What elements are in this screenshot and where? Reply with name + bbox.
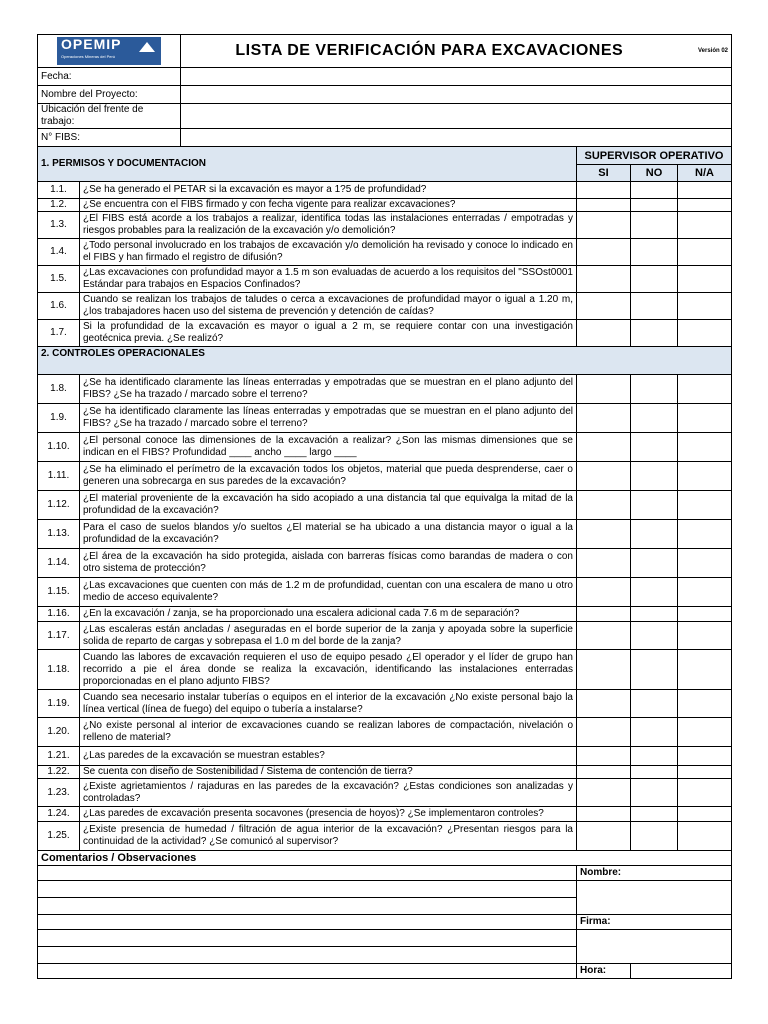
item-question: ¿El material proveniente de la excavación ha sido acopiado a una distancia tal que equivalga la mitad de la profundidad de la excavación? <box>80 491 577 520</box>
checkbox-na[interactable] <box>678 520 732 549</box>
info-label: Nombre del Proyecto: <box>38 86 181 104</box>
logo-cell <box>38 35 181 68</box>
item-number: 1.8. <box>38 375 80 404</box>
checkbox-no[interactable] <box>631 520 678 549</box>
checklist-item-row <box>38 607 732 622</box>
checklist-item-row <box>38 578 732 607</box>
section-header-row <box>38 147 732 165</box>
checkbox-no[interactable] <box>631 779 678 807</box>
checkbox-na[interactable] <box>678 747 732 766</box>
info-value-field[interactable] <box>181 86 732 104</box>
checkbox-si[interactable] <box>577 320 631 347</box>
comment-line-field[interactable] <box>38 881 577 898</box>
item-question: ¿Se ha identificado claramente las líneas enterradas y empotradas que se muestran en el plano adjunto del FIBS? ¿Se ha trazado / marcado sobre el terreno? <box>80 404 577 433</box>
item-number: 1.17. <box>38 622 80 650</box>
document-title: LISTA DE VERIFICACIÓN PARA EXCAVACIONES <box>181 35 678 68</box>
checklist-item-row <box>38 404 732 433</box>
info-row <box>38 129 732 147</box>
info-row <box>38 104 732 129</box>
checkbox-si[interactable] <box>577 266 631 293</box>
item-number: 1.20. <box>38 718 80 747</box>
item-question: ¿Las excavaciones que cuenten con más de 1.2 m de profundidad, cuentan con una escalera de mano u otro medio de acceso equivalente? <box>80 578 577 607</box>
nombre-label: Nombre: <box>577 866 732 881</box>
signature-field[interactable] <box>577 947 732 964</box>
item-number: 1.7. <box>38 320 80 347</box>
comment-line-field[interactable] <box>38 964 577 979</box>
checklist-item-row <box>38 766 732 779</box>
checkbox-no[interactable] <box>631 266 678 293</box>
item-number: 1.9. <box>38 404 80 433</box>
item-number: 1.14. <box>38 549 80 578</box>
checkbox-si[interactable] <box>577 182 631 199</box>
comments-label: Comentarios / Observaciones <box>38 851 732 866</box>
item-number: 1.22. <box>38 766 80 779</box>
item-number: 1.6. <box>38 293 80 320</box>
checkbox-no[interactable] <box>631 320 678 347</box>
item-question: ¿No existe personal al interior de excavaciones cuando se realizan labores de compactación, nivelación o relleno de material? <box>80 718 577 747</box>
comment-line-field[interactable] <box>38 930 577 947</box>
checkbox-na[interactable] <box>678 822 732 851</box>
section-header-row <box>38 347 732 375</box>
item-number: 1.13. <box>38 520 80 549</box>
checkbox-si[interactable] <box>577 433 631 462</box>
checkbox-si[interactable] <box>577 766 631 779</box>
checklist-item-row <box>38 239 732 266</box>
checkbox-na[interactable] <box>678 650 732 690</box>
company-logo <box>57 37 161 65</box>
item-number: 1.15. <box>38 578 80 607</box>
checklist-item-row <box>38 718 732 747</box>
checklist-table <box>37 34 732 979</box>
checklist-item-row <box>38 433 732 462</box>
checkbox-no[interactable] <box>631 433 678 462</box>
item-question: ¿Se encuentra con el FIBS firmado y con fecha vigente para realizar excavaciones? <box>80 199 577 212</box>
checkbox-no[interactable] <box>631 807 678 822</box>
checkbox-na[interactable] <box>678 375 732 404</box>
checkbox-na[interactable] <box>678 212 732 239</box>
item-question: ¿Las paredes de la excavación se muestran estables? <box>80 747 577 766</box>
checkbox-no[interactable] <box>631 747 678 766</box>
checkbox-si[interactable] <box>577 375 631 404</box>
item-question: Cuando sea necesario instalar tuberías o equipos en el interior de la excavación ¿No existe personal bajo la línea vertical (línea de fuego) del equipo o tubería a instalarse? <box>80 690 577 718</box>
item-number: 1.5. <box>38 266 80 293</box>
checkbox-si[interactable] <box>577 807 631 822</box>
section-title: 1. PERMISOS Y DOCUMENTACION <box>38 147 577 182</box>
checkbox-si[interactable] <box>577 650 631 690</box>
checkbox-si[interactable] <box>577 690 631 718</box>
section-title: 2. CONTROLES OPERACIONALES <box>38 347 732 375</box>
checkbox-si[interactable] <box>577 822 631 851</box>
checklist-item-row <box>38 520 732 549</box>
checkbox-no[interactable] <box>631 766 678 779</box>
hora-field[interactable] <box>631 964 732 979</box>
checkbox-na[interactable] <box>678 462 732 491</box>
checklist-item-row <box>38 293 732 320</box>
item-number: 1.2. <box>38 199 80 212</box>
checkbox-na[interactable] <box>678 607 732 622</box>
item-question: ¿Existe agrietamientos / rajaduras en las paredes de la excavación? ¿Estas condiciones son analizadas y controladas? <box>80 779 577 807</box>
logo-tagline: Operaciones Mineras del Perú <box>61 54 116 59</box>
item-question: ¿El área de la excavación ha sido protegida, aislada con barreras físicas como barandas de madera o con otro sistema de protección? <box>80 549 577 578</box>
checkbox-no[interactable] <box>631 182 678 199</box>
checkbox-no[interactable] <box>631 491 678 520</box>
item-question: ¿Las escaleras están ancladas / aseguradas en el borde superior de la zanja y apoyada sobre la superficie solida de reparto de cargas y sobrepasa el 1.0 m del borde de la zanja? <box>80 622 577 650</box>
checkbox-no[interactable] <box>631 578 678 607</box>
comment-line-row <box>38 866 732 881</box>
info-label: N° FIBS: <box>38 129 181 147</box>
checkbox-na[interactable] <box>678 293 732 320</box>
logo-name: OPEMIP <box>61 36 122 52</box>
comment-line-field[interactable] <box>38 947 577 964</box>
checklist-item-row <box>38 747 732 766</box>
checklist-item-row <box>38 320 732 347</box>
item-number: 1.18. <box>38 650 80 690</box>
comments-header-row <box>38 851 732 866</box>
checkbox-no[interactable] <box>631 822 678 851</box>
item-question: ¿Las paredes de excavación presenta socavones (presencia de hoyos)? ¿Se implementaron controles? <box>80 807 577 822</box>
item-question: ¿Se ha eliminado el perímetro de la excavación todos los objetos, material que pueda desprenderse, caer o generen una sobrecarga en sus paredes de la excavación? <box>80 462 577 491</box>
item-number: 1.10. <box>38 433 80 462</box>
checkbox-si[interactable] <box>577 212 631 239</box>
signature-field[interactable] <box>577 898 732 915</box>
item-number: 1.25. <box>38 822 80 851</box>
comment-line-row <box>38 881 732 898</box>
item-number: 1.23. <box>38 779 80 807</box>
info-label: Ubicación del frente de trabajo: <box>38 104 181 129</box>
comment-line-field[interactable] <box>38 866 577 881</box>
checklist-item-row <box>38 266 732 293</box>
item-number: 1.19. <box>38 690 80 718</box>
checkbox-no[interactable] <box>631 607 678 622</box>
checkbox-no[interactable] <box>631 404 678 433</box>
checkbox-si[interactable] <box>577 491 631 520</box>
checkbox-si[interactable] <box>577 462 631 491</box>
signature-field[interactable] <box>577 930 732 947</box>
checkbox-si[interactable] <box>577 779 631 807</box>
checkbox-na[interactable] <box>678 182 732 199</box>
item-question: ¿En la excavación / zanja, se ha proporcionado una escalera adicional cada 7.6 m de separación? <box>80 607 577 622</box>
document-version: Versión 02 <box>678 35 732 68</box>
checkbox-na[interactable] <box>678 779 732 807</box>
item-number: 1.1. <box>38 182 80 199</box>
checklist-item-row <box>38 822 732 851</box>
hora-label: Hora: <box>577 964 631 979</box>
checklist-item-row <box>38 549 732 578</box>
checkbox-na[interactable] <box>678 690 732 718</box>
checklist-item-row <box>38 690 732 718</box>
item-number: 1.11. <box>38 462 80 491</box>
column-na: N/A <box>678 165 732 182</box>
item-question: Cuando se realizan los trabajos de taludes o cerca a excavaciones de profundidad mayor o igual a 1.20 m, ¿los trabajadores hacen uso del sistema de prevención y detención de caídas? <box>80 293 577 320</box>
checkbox-no[interactable] <box>631 239 678 266</box>
item-question: Cuando las labores de excavación requieren el uso de equipo pesado ¿El operador y el líder de grupo han recorrido a pie el área donde se realiza la excavación, identificando las instalaciones enterradas proporcionadas en el plano adjunto FIBS? <box>80 650 577 690</box>
checklist-sheet <box>37 34 731 979</box>
item-number: 1.24. <box>38 807 80 822</box>
item-question: Se cuenta con diseño de Sostenibilidad / Sistema de contención de tierra? <box>80 766 577 779</box>
header-row <box>38 35 732 68</box>
item-question: ¿El FIBS está acorde a los trabajos a realizar, identifica todas las instalaciones enterradas / empotradas y riesgos probables para la realización de la excavación y/o demolición? <box>80 212 577 239</box>
item-question: ¿Existe presencia de humedad / filtración de agua interior de la excavación? ¿Presentan riesgos para la continuidad de la actividad? ¿Se comunicó al supervisor? <box>80 822 577 851</box>
checkbox-si[interactable] <box>577 549 631 578</box>
checkbox-si[interactable] <box>577 520 631 549</box>
checkbox-si[interactable] <box>577 404 631 433</box>
item-number: 1.12. <box>38 491 80 520</box>
checkbox-si[interactable] <box>577 199 631 212</box>
checkbox-no[interactable] <box>631 212 678 239</box>
checklist-item-row <box>38 212 732 239</box>
info-value-field[interactable] <box>181 68 732 86</box>
checkbox-si[interactable] <box>577 718 631 747</box>
comment-line-row <box>38 915 732 930</box>
checkbox-na[interactable] <box>678 766 732 779</box>
comment-line-row <box>38 947 732 964</box>
checkbox-no[interactable] <box>631 650 678 690</box>
supervisor-header: SUPERVISOR OPERATIVO <box>577 147 732 165</box>
comment-line-field[interactable] <box>38 898 577 915</box>
item-question: ¿Las excavaciones con profundidad mayor a 1.5 m son evaluadas de acuerdo a los requisitos del "SSOst0001 Estándar para trabajos en Espacios Confinados? <box>80 266 577 293</box>
checklist-item-row <box>38 182 732 199</box>
item-question: ¿Se ha generado el PETAR si la excavación es mayor a 1?5 de profundidad? <box>80 182 577 199</box>
checkbox-no[interactable] <box>631 375 678 404</box>
item-question: ¿Todo personal involucrado en los trabajos de excavación y/o demolición ha revisado y conoce lo indicado en el FIBS y han firmado el registro de difusión? <box>80 239 577 266</box>
item-number: 1.21. <box>38 747 80 766</box>
checkbox-si[interactable] <box>577 622 631 650</box>
checkbox-na[interactable] <box>678 807 732 822</box>
checkbox-na[interactable] <box>678 578 732 607</box>
info-value-field[interactable] <box>181 129 732 147</box>
checkbox-na[interactable] <box>678 320 732 347</box>
checkbox-no[interactable] <box>631 690 678 718</box>
checkbox-na[interactable] <box>678 404 732 433</box>
checkbox-na[interactable] <box>678 199 732 212</box>
checkbox-no[interactable] <box>631 199 678 212</box>
firma-label: Firma: <box>577 915 732 930</box>
checkbox-na[interactable] <box>678 266 732 293</box>
info-value-field[interactable] <box>181 104 732 129</box>
checkbox-si[interactable] <box>577 239 631 266</box>
checkbox-no[interactable] <box>631 718 678 747</box>
checkbox-si[interactable] <box>577 747 631 766</box>
checkbox-si[interactable] <box>577 607 631 622</box>
checkbox-no[interactable] <box>631 622 678 650</box>
checklist-item-row <box>38 462 732 491</box>
checklist-item-row <box>38 650 732 690</box>
item-number: 1.4. <box>38 239 80 266</box>
checkbox-no[interactable] <box>631 293 678 320</box>
comment-line-row <box>38 898 732 915</box>
checklist-item-row <box>38 807 732 822</box>
checklist-item-row <box>38 491 732 520</box>
item-question: Si la profundidad de la excavación es mayor o igual a 2 m, se requiere contar con una investigación geotécnica previa. ¿Se realizó? <box>80 320 577 347</box>
item-question: Para el caso de suelos blandos y/o sueltos ¿El material se ha ubicado a una distancia mayor o igual a la profundidad de la excavación? <box>80 520 577 549</box>
checklist-item-row <box>38 622 732 650</box>
checkbox-no[interactable] <box>631 462 678 491</box>
item-number: 1.16. <box>38 607 80 622</box>
checklist-item-row <box>38 199 732 212</box>
checkbox-na[interactable] <box>678 622 732 650</box>
item-question: ¿Se ha identificado claramente las líneas enterradas y empotradas que se muestran en el plano adjunto del FIBS? ¿Se ha trazado / marcado sobre el terreno? <box>80 375 577 404</box>
item-number: 1.3. <box>38 212 80 239</box>
checkbox-na[interactable] <box>678 491 732 520</box>
checkbox-si[interactable] <box>577 293 631 320</box>
checkbox-si[interactable] <box>577 578 631 607</box>
comment-line-row <box>38 930 732 947</box>
checkbox-na[interactable] <box>678 239 732 266</box>
comment-line-row <box>38 964 732 979</box>
signature-field[interactable] <box>577 881 732 898</box>
info-row <box>38 68 732 86</box>
item-question: ¿El personal conoce las dimensiones de la excavación a realizar? ¿Son las mismas dimensiones que se indican en el FIBS? Profundidad ____ ancho ____ largo ____ <box>80 433 577 462</box>
comment-line-field[interactable] <box>38 915 577 930</box>
info-row <box>38 86 732 104</box>
checkbox-no[interactable] <box>631 549 678 578</box>
checkbox-na[interactable] <box>678 549 732 578</box>
info-label: Fecha: <box>38 68 181 86</box>
checkbox-na[interactable] <box>678 433 732 462</box>
column-si: SI <box>577 165 631 182</box>
checkbox-na[interactable] <box>678 718 732 747</box>
checklist-item-row <box>38 375 732 404</box>
mountain-icon <box>139 42 155 52</box>
column-no: NO <box>631 165 678 182</box>
checklist-item-row <box>38 779 732 807</box>
